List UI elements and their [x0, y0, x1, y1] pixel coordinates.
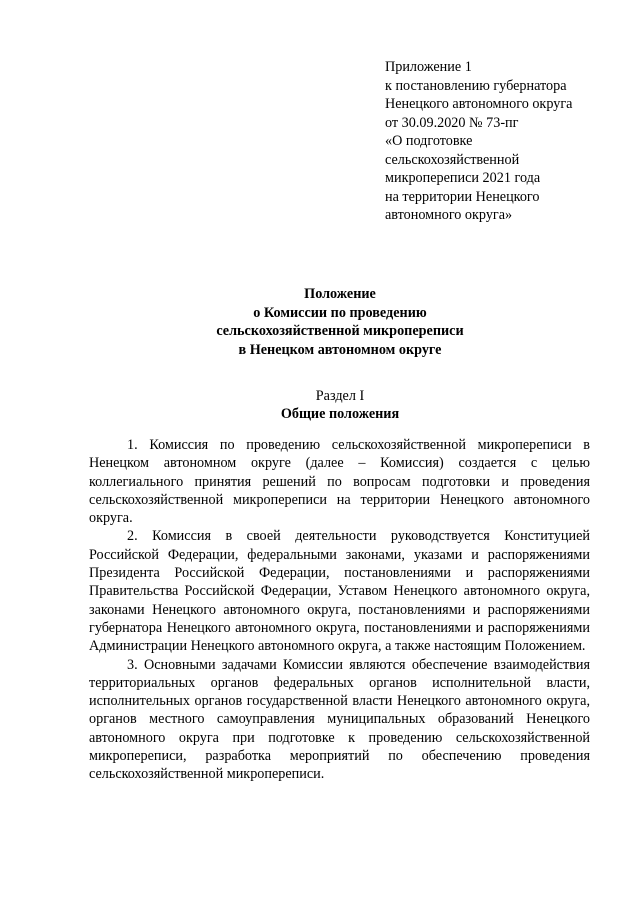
paragraph-1: 1. Комиссия по проведению сельскохозяйственной микропереписи в Ненецком автономном округе (далее – Комиссия) создается с целью коллегиального принятия решений по вопросам подготовки и проведения сельскохозяйственной микропереписи на территории Ненецкого автономного округа. [89, 437, 590, 527]
appendix-line: от 30.09.2020 № 73-пг [385, 114, 519, 131]
section-heading: Общие положения [280, 406, 400, 422]
section-number: Раздел I [315, 388, 365, 404]
paragraph-3: 3. Основными задачами Комиссии являются обеспечение взаимодействия территориальных органов федеральных органов исполнительной власти, исполнительных органов государственной власти Ненецкого автономного округа, органов местного самоуправления муниципальных образований Ненецкого автономного округа при подготовке к проведению сельскохозяйственной микропереписи, разработка мероприятий по обеспечению проведения сельскохозяйственной микропереписи. [89, 656, 590, 783]
appendix-line: сельскохозяйственной [385, 151, 520, 168]
appendix-line: автономного округа» [385, 207, 513, 223]
title-line: о Комиссии по проведению [253, 304, 427, 321]
paragraph-2: 2. Комиссия в своей деятельности руководствуется Конституцией Российской Федерации, федеральными законами, указами и распоряжениями Президента Российской Федерации, постановлениями и распоряжениями Правительства Российской Федерации, Уставом Ненецкого автономного округа, законами Ненецкого автономного округа, постановлениями и распоряжениями губернатора Ненецкого автономного округа, постановлениями и распоряжениями Администрации Ненецкого автономного округа, а также настоящим Положением. [89, 528, 590, 655]
document-title [90, 285, 590, 359]
title-line: сельскохозяйственной микропереписи [216, 323, 464, 339]
appendix-header [385, 58, 625, 225]
title-line: Положение [304, 286, 376, 302]
appendix-line: к постановлению губернатора [385, 77, 567, 94]
appendix-line: «О подготовке [385, 133, 473, 149]
appendix-line: Ненецкого автономного округа [385, 96, 573, 112]
document-body [89, 436, 590, 784]
title-line: в Ненецком автономном округе [238, 341, 442, 358]
appendix-line: микропереписи 2021 года [385, 170, 541, 186]
appendix-line: Приложение 1 [385, 59, 472, 75]
appendix-line: на территории Ненецкого [385, 188, 540, 205]
